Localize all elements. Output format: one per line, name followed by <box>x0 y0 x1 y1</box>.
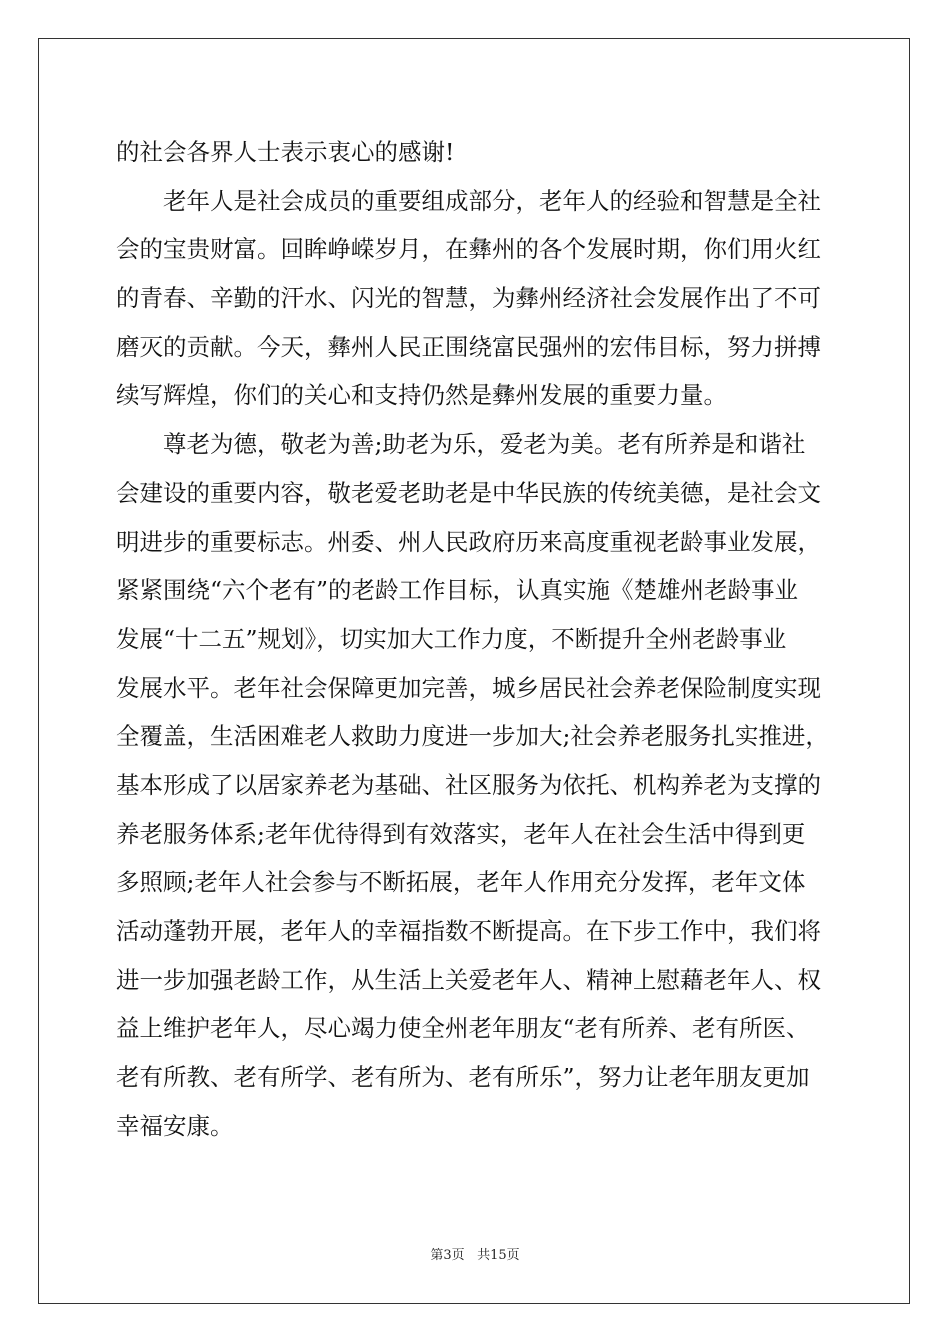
text-line: 的社会各界人士表示衷心的感谢! <box>116 138 455 166</box>
text-line: 活动蓬勃开展，老年人的幸福指数不断提高。在下步工作中，我们将 <box>116 917 821 945</box>
text-line: 全覆盖，生活困难老人救助力度进一步加大;社会养老服务扎实推进， <box>116 722 829 751</box>
page-footer <box>0 1244 950 1263</box>
text-line: 养老服务体系;老年优待得到有效落实，老年人在社会生活中得到更 <box>116 819 806 848</box>
text-line: 多照顾;老年人社会参与不断拓展，老年人作用充分发挥，老年文体 <box>116 868 806 897</box>
text-line: 进一步加强老龄工作，从生活上关爱老年人、精神上慰藉老年人、权 <box>116 965 821 994</box>
text-line: 磨灭的贡献。今天，彝州人民正围绕富民强州的宏伟目标，努力拼搏 <box>116 332 821 361</box>
page-total: 共15页 <box>477 1248 520 1263</box>
text-line: 尊老为德，敬老为善;助老为乐，爱老为美。老有所养是和谐社 <box>163 430 806 459</box>
text-line: 明进步的重要标志。州委、州人民政府历来高度重视老龄事业发展， <box>116 527 821 556</box>
text-line: 发展水平。老年社会保障更加完善，城乡居民社会养老保险制度实现 <box>116 673 821 702</box>
text-line: 会建设的重要内容，敬老爱老助老是中华民族的传统美德，是社会文 <box>116 478 821 507</box>
page-number: 第3页 <box>430 1248 465 1263</box>
text-line: 的青春、辛勤的汗水、闪光的智慧，为彝州经济社会发展作出了不可 <box>116 284 821 313</box>
text-line: 基本形成了以居家养老为基础、社区服务为依托、机构养老为支撑的 <box>116 770 821 799</box>
text-line: 发展“十二五”规划》，切实加大工作力度，不断提升全州老龄事业 <box>116 624 787 653</box>
text-line: 老有所教、老有所学、老有所为、老有所乐”，努力让老年朋友更加 <box>116 1063 810 1092</box>
document-body <box>116 128 856 1150</box>
text-line: 续写辉煌，你们的关心和支持仍然是彝州发展的重要力量。 <box>116 381 727 410</box>
text-line: 幸福安康。 <box>116 1111 234 1140</box>
text-line: 会的宝贵财富。回眸峥嵘岁月，在彝州的各个发展时期，你们用火红 <box>116 235 821 264</box>
text-line: 老年人是社会成员的重要组成部分，老年人的经验和智慧是全社 <box>163 186 821 215</box>
text-line: 紧紧围绕“六个老有”的老龄工作目标，认真实施《楚雄州老龄事业 <box>116 576 799 605</box>
text-line: 益上维护老年人，尽心竭力使全州老年朋友“老有所养、老有所医、 <box>116 1014 810 1043</box>
